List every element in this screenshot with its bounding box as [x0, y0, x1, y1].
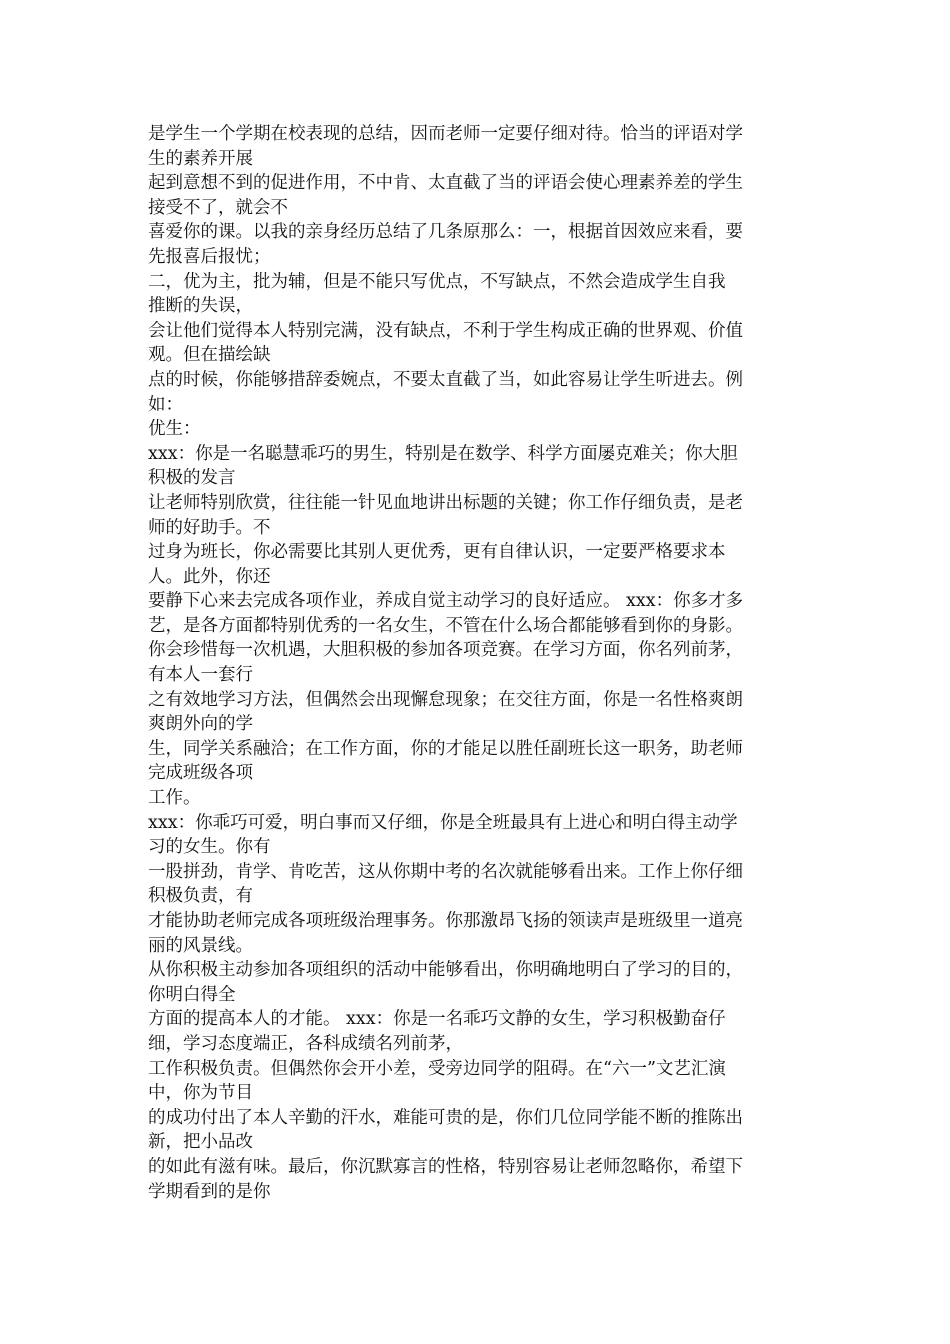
- text-line: 你明白得全: [148, 984, 236, 1005]
- text-line: 会让他们觉得本人特别完满，没有缺点，不利于学生构成正确的世界观、价值: [148, 320, 743, 341]
- text-line: 生的素养开展: [148, 148, 253, 169]
- text-line: 接受不了，就会不: [148, 197, 288, 218]
- text-line: 师的好助手。不: [148, 517, 271, 538]
- text-line: 一股拼劲，肯学、肯吃苦，这从你期中考的名次就能够看出来。工作上你仔细: [148, 861, 743, 882]
- text-line: 你会珍惜每一次机遇，大胆积极的参加各项竞赛。在学习方面，你名列前茅，: [148, 640, 743, 661]
- text-line: 有本人一套行: [148, 665, 253, 686]
- text-line: 新，把小品改: [148, 1132, 253, 1153]
- text-line: 起到意想不到的促进作用，不中肯、太直截了当的评语会使心理素养差的学生: [148, 173, 743, 194]
- text-line: 爽朗外向的学: [148, 714, 253, 735]
- text-line: 人。此外，你还: [148, 566, 271, 587]
- text-line: 中，你为节目: [148, 1083, 253, 1104]
- text-line: 是学生一个学期在校表现的总结，因而老师一定要仔细对待。恰当的评语对学: [148, 124, 743, 144]
- text-line: 积极的发言: [148, 468, 236, 489]
- text-line: 点的时候，你能够措辞委婉点，不要太直截了当，如此容易让学生听进去。例: [148, 369, 743, 390]
- text-line: 才能协助老师完成各项班级治理事务。你那激昂飞扬的领读声是班级里一道亮: [148, 911, 743, 931]
- text-line: 学期看到的是你: [148, 1181, 271, 1202]
- text-line: 的成功付出了本人辛勤的汗水，难能可贵的是，你们几位同学能不断的推陈出: [148, 1107, 743, 1128]
- text-line: 观。但在描绘缺: [148, 345, 271, 366]
- text-line: 工作。: [148, 788, 201, 809]
- body-text: [148, 122, 804, 1204]
- text-line: xxx：你是一名聪慧乖巧的男生，特别是在数学、科学方面屡克难关；你大胆: [148, 443, 738, 464]
- text-line: 生，同学关系融洽；在工作方面，你的才能足以胜任副班长这一职务，助老师: [148, 738, 743, 759]
- text-line: 积极负责，有: [148, 886, 253, 907]
- text-line: 推断的失误，: [148, 296, 253, 317]
- text-line: 喜爱你的课。以我的亲身经历总结了几条原那么：一，根据首因效应来看，要: [148, 222, 743, 243]
- text-line: 过身为班长，你必需要比其别人更优秀，更有自律认识，一定要严格要求本: [148, 542, 726, 563]
- text-line: 细，学习态度端正，各科成绩名列前茅，: [148, 1033, 463, 1054]
- text-line: 完成班级各项: [148, 763, 253, 784]
- text-line: 艺，是各方面都特别优秀的一名女生，不管在什么场合都能够看到你的身影。: [148, 615, 743, 636]
- text-line: 优生：: [148, 419, 201, 440]
- text-line: 要静下心来去完成各项作业，养成自觉主动学习的良好适应。 xxx：你多才多: [148, 591, 744, 612]
- text-line: 的如此有滋有味。最后，你沉默寡言的性格，特别容易让老师忽略你，希望下: [148, 1156, 743, 1177]
- text-line: 让老师特别欣赏，往往能一针见血地讲出标题的关键；你工作仔细负责，是老: [148, 492, 743, 513]
- text-line: 丽的风景线。: [148, 935, 253, 956]
- text-line: 工作积极负责。但偶然你会开小差，受旁边同学的阻碍。在“六一”文艺汇演: [148, 1058, 726, 1079]
- text-line: 先报喜后报忧；: [148, 246, 271, 267]
- text-line: 之有效地学习方法，但偶然会出现懈怠现象；在交往方面，你是一名性格爽朗: [148, 689, 743, 710]
- text-line: 从你积极主动参加各项组织的活动中能够看出，你明确地明白了学习的目的，: [148, 960, 743, 981]
- text-line: xxx：你乖巧可爱，明白事而又仔细，你是全班最具有上进心和明白得主动学: [148, 812, 738, 833]
- text-line: 如：: [148, 394, 183, 415]
- text-line: 习的女生。你有: [148, 837, 271, 858]
- text-line: 方面的提高本人的才能。 xxx：你是一名乖巧文静的女生，学习积极勤奋仔: [148, 1009, 726, 1030]
- text-line: 二，优为主，批为辅，但是不能只写优点，不写缺点，不然会造成学生自我: [148, 271, 726, 292]
